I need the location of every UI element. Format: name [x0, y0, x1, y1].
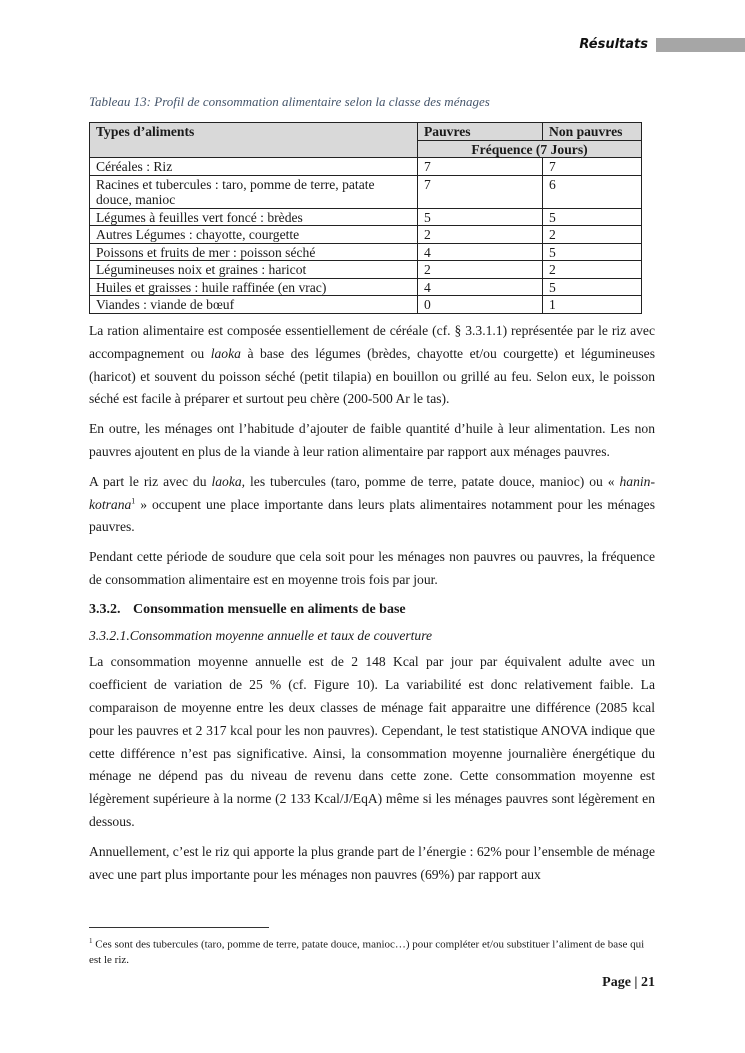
cell-poor-frequency: 7 [418, 175, 543, 208]
table-header-row [90, 123, 642, 141]
cell-food-type: Huiles et graisses : huile raffinée (en vrac) [90, 278, 418, 296]
cell-non-poor-frequency: 5 [543, 243, 642, 261]
cell-poor-frequency: 7 [418, 158, 543, 176]
paragraph-oil: En outre, les ménages ont l’habitude d’ajouter de faible quantité d’huile à leur alimentation. Les non pauvres ajoutent en plus de la viande à leur ration alimentaire par rapport aux ménages pauvres. [89, 421, 655, 459]
footnote-divider [89, 927, 269, 928]
page-number: Page | 21 [602, 975, 655, 990]
table-row [90, 226, 642, 244]
cell-food-type: Poissons et fruits de mer : poisson séché [90, 243, 418, 261]
running-header-title: Résultats [579, 37, 648, 52]
subsection-heading: 3.3.2.1.Consommation moyenne annuelle et taux de couverture [89, 627, 433, 643]
table-row [90, 158, 642, 176]
cell-non-poor-frequency: 5 [543, 278, 642, 296]
header-food-types: Types d’aliments [90, 123, 418, 158]
cell-non-poor-frequency: 5 [543, 208, 642, 226]
cell-food-type: Légumineuses noix et graines : haricot [90, 261, 418, 279]
table-caption: Tableau 13: Profil de consommation alimentaire selon la classe des ménages [89, 94, 490, 109]
paragraph-tubers: A part le riz avec du laoka, les tubercules (taro, pomme de terre, patate douce, manioc) ou « hanin-kotrana$^1$ » occupent une place importante dans leurs plats alimentaires notamment pour les ménages pauvres. [89, 473, 655, 535]
cell-non-poor-frequency: 2 [543, 226, 642, 244]
section-heading: 3.3.2. Consommation mensuelle en aliments de base [89, 601, 406, 617]
cell-non-poor-frequency: 1 [543, 296, 642, 314]
footnote-reference[interactable]: 1 [131, 496, 136, 506]
header-poor: Pauvres [418, 123, 543, 141]
header-non-poor: Non pauvres [543, 123, 642, 141]
cell-food-type: Autres Légumes : chayotte, courgette [90, 226, 418, 244]
cell-poor-frequency: 2 [418, 261, 543, 279]
footnote: $^1$ Ces sont des tubercules (taro, pomme de terre, patate douce, manioc…) pour compléter et/ou substituer l’aliment de base qui est le riz. [89, 937, 645, 966]
cell-food-type: Légumes à feuilles vert foncé : brèdes [90, 208, 418, 226]
cell-poor-frequency: 5 [418, 208, 543, 226]
table-row [90, 278, 642, 296]
table-row [90, 243, 642, 261]
header-frequency: Fréquence (7 Jours) [418, 140, 642, 158]
cell-poor-frequency: 2 [418, 226, 543, 244]
table-row [90, 261, 642, 279]
cell-non-poor-frequency: 7 [543, 158, 642, 176]
table-row [90, 296, 642, 314]
cell-poor-frequency: 4 [418, 243, 543, 261]
running-header-bar [656, 38, 745, 52]
cell-non-poor-frequency: 6 [543, 175, 642, 208]
cell-food-type: Racines et tubercules : taro, pomme de terre, patate douce, manioc [90, 175, 418, 208]
food-consumption-table [89, 122, 642, 314]
paragraph-ration: La ration alimentaire est composée essentiellement de céréale (cf. § 3.3.1.1) représentée par le riz avec accompagnement ou laoka à base des légumes (brèdes, chayotte et/ou courgette) et légumineuses (haricot) et souvent du poisson séché (petit tilapia) en bouillon ou grillé au feu. Selon eux, le poisson séché est facile à préparer et surtout peu chère (200-500 Ar le tas). [89, 323, 655, 407]
table-row [90, 208, 642, 226]
cell-non-poor-frequency: 2 [543, 261, 642, 279]
paragraph-rice-share: Annuellement, c’est le riz qui apporte la plus grande part de l’énergie : 62% pour l’ensemble de ménage avec une part plus importante pour les ménages non pauvres (69%) par rapport aux [89, 843, 655, 882]
cell-food-type: Viandes : viande de bœuf [90, 296, 418, 314]
table-row [90, 175, 642, 208]
body-text [89, 320, 655, 893]
paragraph-annual-consumption: La consommation moyenne annuelle est de 2 148 Kcal par jour par équivalent adulte avec un coefficient de variation de 25 % (cf. Figure 10). La variabilité est donc relativement faible. La comparaison de moyenne entre les deux classes de ménage fait apparaitre une différence (2085 kcal pour les pauvres et 2 317 kcal pour les non pauvres). Cependant, le test statistique ANOVA indique que cette différence n’est pas significative. Ainsi, la consommation moyenne journalière énergétique du ménage ne dépend pas du niveau de revenu dans cette zone. Cette consommation moyenne est légèrement supérieure à la norme (2 133 Kcal/J/EqA) même si les ménages pauvres sont légèrement en dessous. [89, 654, 655, 829]
paragraph-frequency: Pendant cette période de soudure que cela soit pour les ménages non pauvres ou pauvres, la fréquence de consommation alimentaire est en moyenne trois fois par jour. [89, 549, 655, 587]
cell-poor-frequency: 0 [418, 296, 543, 314]
cell-food-type: Céréales : Riz [90, 158, 418, 176]
cell-poor-frequency: 4 [418, 278, 543, 296]
